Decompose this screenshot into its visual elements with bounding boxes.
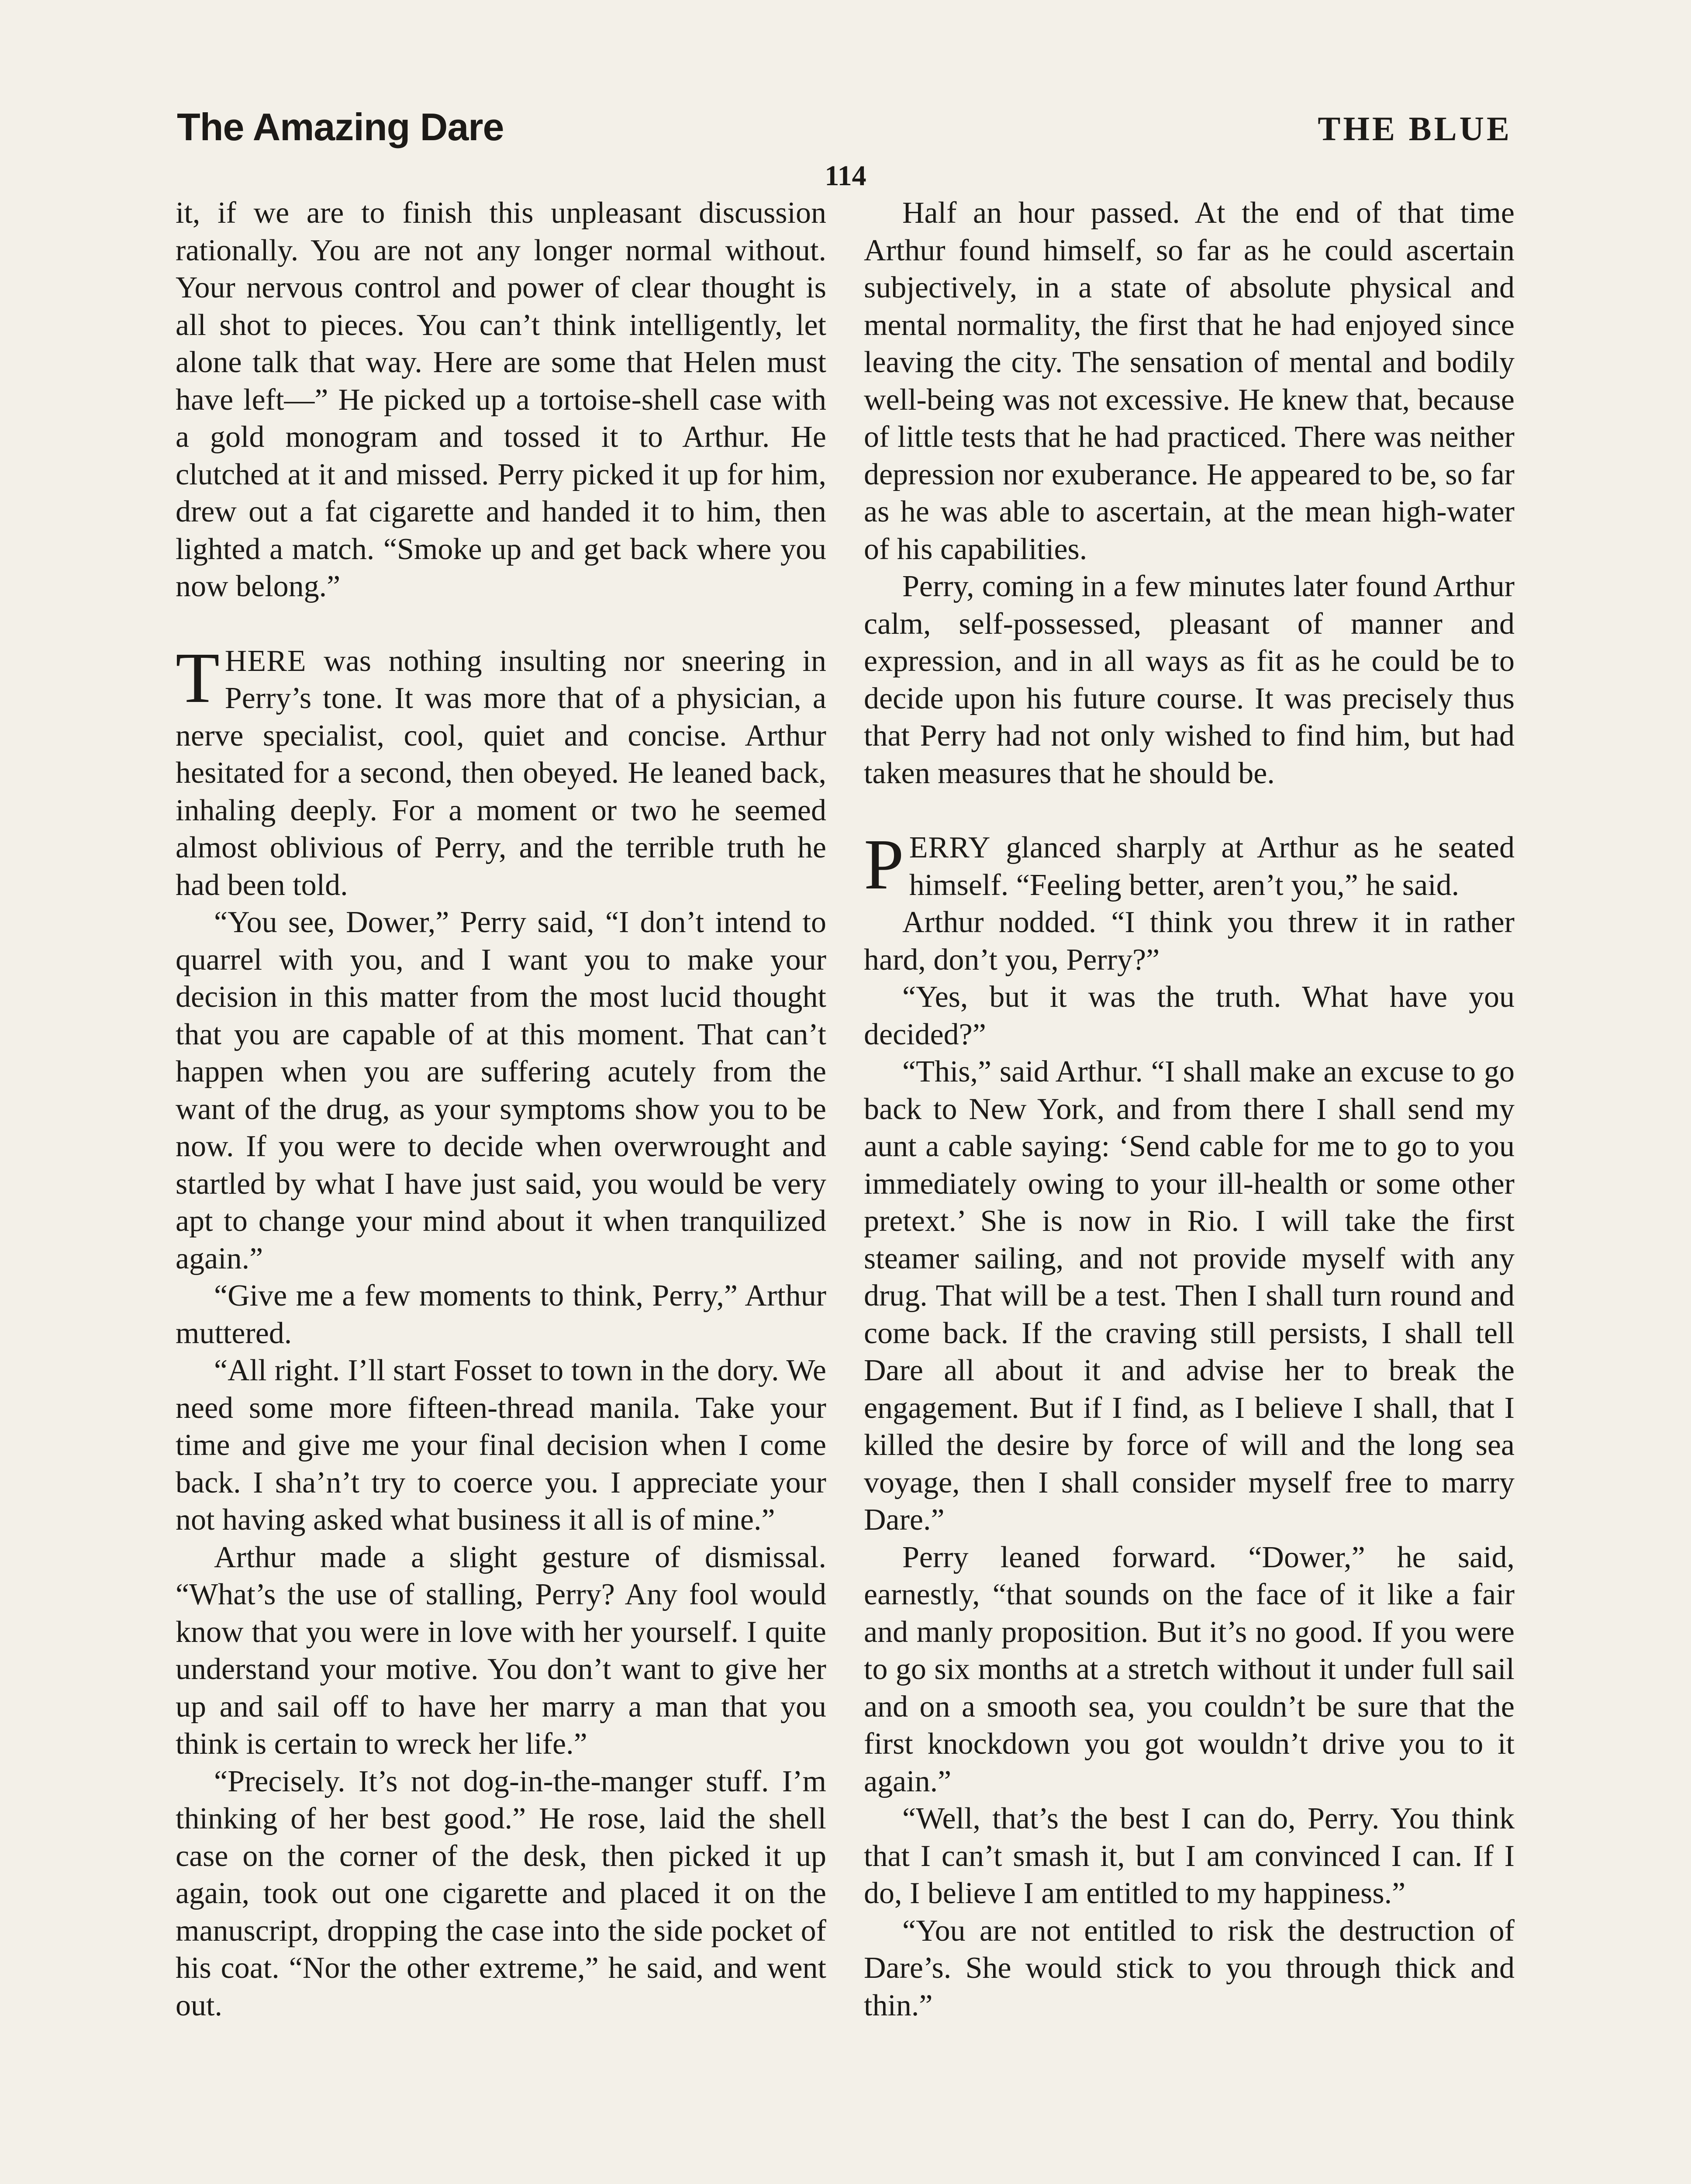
paragraph: “Give me a few moments to think, Perry,” Arthur muttered.: [176, 1279, 826, 1350]
drop-cap: P: [864, 824, 904, 904]
right-column: [864, 194, 1515, 2024]
paragraph: Half an hour passed. At the end of that time Arthur found himself, so far as he could ascertain subjectively, in a state of absolute physical and mental normality, the first that he had enjoyed since leaving the city. The sensation of mental and bodily well-being was not excessive. He knew that, because of little tests that he had practiced. There was neither depression nor exuberance. He appeared to be, so far as he was able to ascertain, at the mean high-water of his capabilities.: [864, 196, 1515, 566]
paragraph: Perry leaned forward. “Dower,” he said, earnestly, “that sounds on the face of it like a fair and manly proposition. But it’s no good. If you were to go six months at a stretch without it under full sail and on a smooth sea, you couldn’t be sure that the first knockdown you got wouldn’t drive you to it again.”: [864, 1540, 1515, 1798]
paragraph: “You are not entitled to risk the destruction of Dare’s. She would stick to you through thick and thin.”: [864, 1914, 1515, 2022]
paragraph: “Well, that’s the best I can do, Perry. You think that I can’t smash it, but I am convinced I can. If I do, I believe I am entitled to my happiness.”: [864, 1802, 1515, 1910]
drop-cap: T: [176, 637, 220, 718]
paragraph: Arthur nodded. “I think you threw it in rather hard, don’t you, Perry?”: [864, 905, 1515, 977]
paragraph: “Precisely. It’s not dog-in-the-manger stuff. I’m thinking of her best good.” He rose, laid the shell case on the corner of the desk, then picked it up again, took out one cigarette and placed it on the manuscript, dropping the case into the side pocket of his coat. “Nor the other extreme,” he said, and went out.: [176, 1764, 826, 2022]
paragraph-dropcap: [864, 824, 1515, 904]
paragraph: Arthur made a slight gesture of dismissal. “What’s the use of stalling, Perry? Any fool would know that you were in love with her yourself. I quite understand your motive. You don’t want to give her up and sail off to have her marry a man that you think is certain to wreck her life.”: [176, 1540, 826, 1761]
page-number: 114: [825, 160, 866, 192]
paragraph: “This,” said Arthur. “I shall make an excuse to go back to New York, and from there I shall send my aunt a cable saying: ‘Send cable for me to go to you immediately owing to your ill-health or some other pretext.’ She is now in Rio. I will take the first steamer sailing, and not provide myself with any drug. That will be a test. Then I shall turn round and come back. If the craving still persists, I shall tell Dare all about it and advise her to break the engagement. But if I find, as I believe I shall, that I killed the desire by force of will and the long sea voyage, then I shall consider myself free to marry Dare.”: [864, 1055, 1515, 1537]
paragraph: Perry, coming in a few minutes later found Arthur calm, self-possessed, pleasant of manner and expression, and in all ways as fit as he could be to decide upon his future course. It was precisely thus that Perry had not only wished to find him, but had taken measures that he should be.: [864, 570, 1515, 790]
paragraph: it, if we are to finish this unpleasant discussion rationally. You are not any longer normal without. Your nervous control and power of clear thought is all shot to pieces. You can’t think intelligently, let alone talk that way. Here are some that Helen must have left—” He picked up a tortoise-shell case with a gold monogram and tossed it to Arthur. He clutched at it and missed. Perry picked it up for him, drew out a fat cigarette and handed it to him, then lighted a match. “Smoke up and get back where you now belong.”: [176, 196, 826, 603]
magazine-name: THE BLUE: [1318, 110, 1512, 148]
smallcaps-lead: ERRY: [909, 831, 991, 864]
smallcaps-lead: HERE: [224, 644, 307, 678]
paragraph-text: was nothing insulting nor sneering in Perry’s tone. It was more that of a physician, a nerve specialist, cool, quiet and concise. Arthur hesitated for a second, then obeyed. He leaned back, inhaling deeply. For a moment or two he seemed almost oblivious of Perry, and the terrible truth he had been told.: [176, 644, 826, 902]
paragraph: “Yes, but it was the truth. What have you decided?”: [864, 980, 1515, 1051]
paragraph: “All right. I’ll start Fosset to town in the dory. We need some more fifteen-thread manila. Take your time and give me your final decision when I come back. I sha’n’t try to coerce you. I appreciate your not having asked what business it all is of mine.”: [176, 1354, 826, 1537]
story-title: The Amazing Dare: [177, 105, 504, 149]
left-column: [176, 194, 826, 2024]
paragraph-dropcap: [176, 637, 826, 904]
paragraph-text: glanced sharply at Arthur as he seated himself. “Feeling better, aren’t you,” he said.: [909, 831, 1515, 902]
paragraph: “You see, Dower,” Perry said, “I don’t intend to quarrel with you, and I want you to make your decision in this matter from the most lucid thought that you are capable of at this moment. That can’t happen when you are suffering acutely from the want of the drug, as your symptoms show you to be now. If you were to decide when overwrought and startled by what I have just said, you would be very apt to change your mind about it when tranquilized again.”: [176, 905, 826, 1275]
